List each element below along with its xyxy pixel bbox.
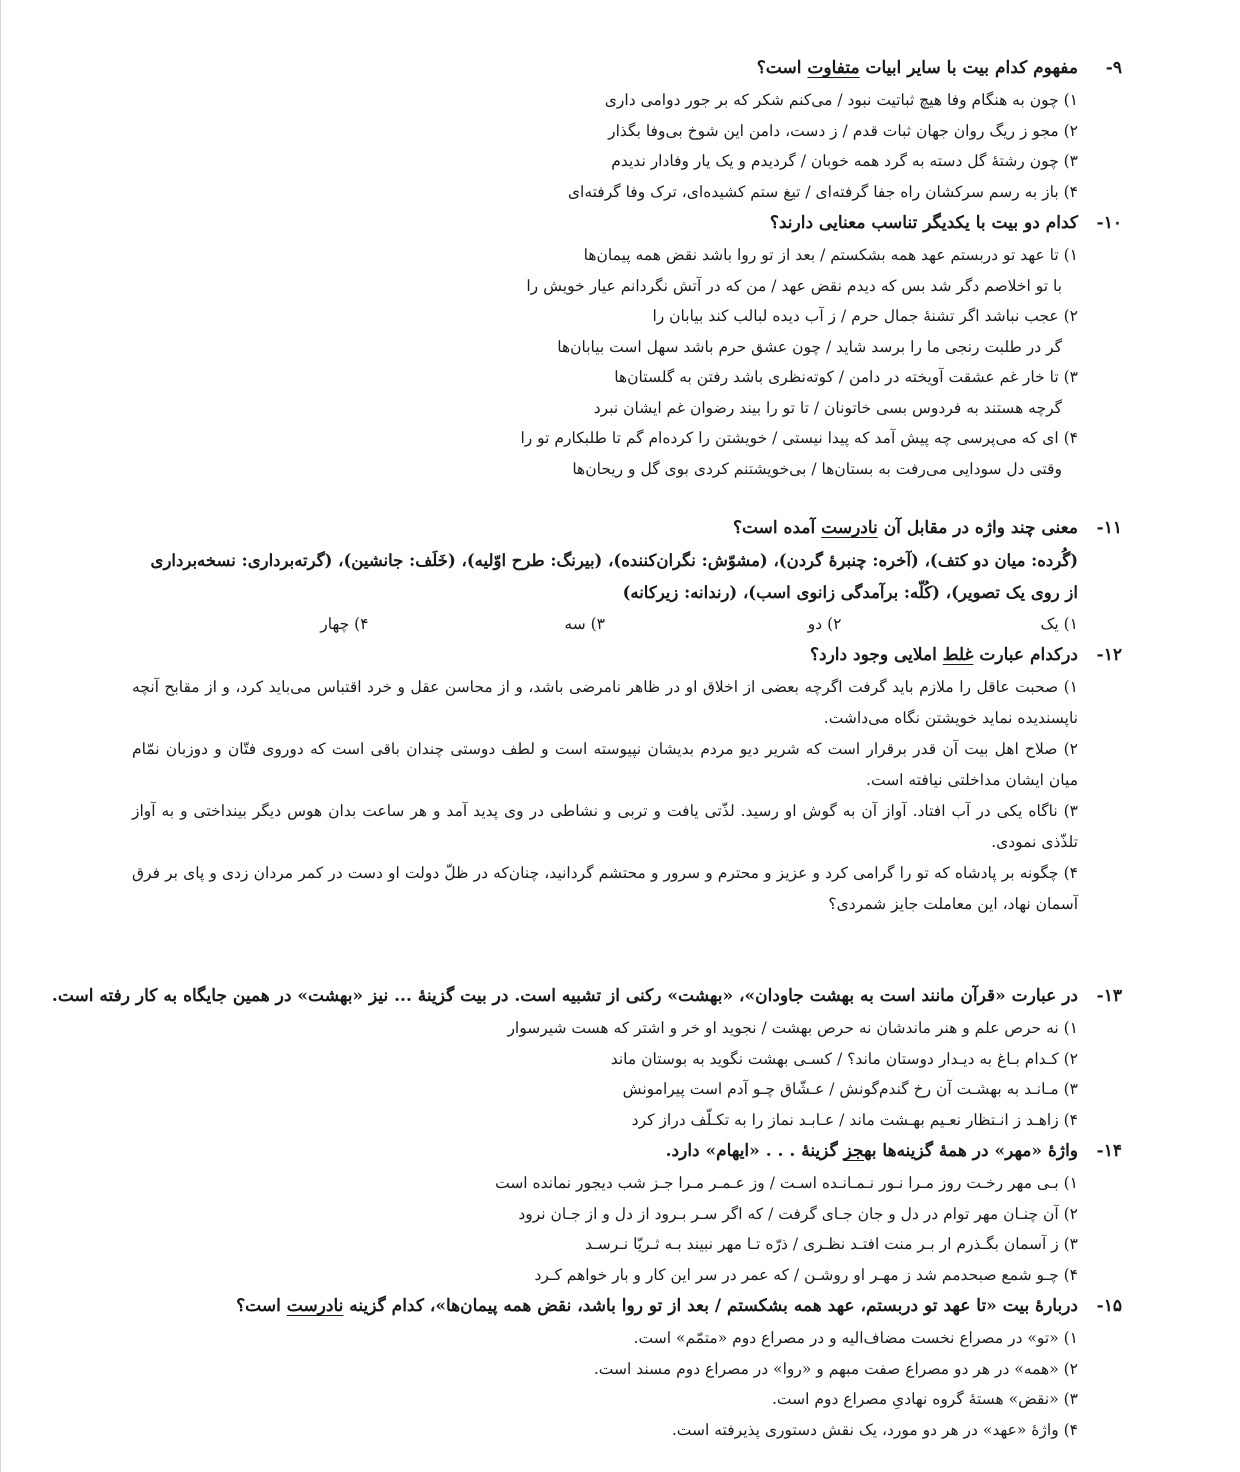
options-list bbox=[132, 1013, 1122, 1135]
option-1: ۱) صحبت عاقل را ملازم باید گرفت اگرچه بعضی از اخلاق او در ظاهر نامرضی باشد، و از محاسن عقل و خرد اقتباس می‌باید کرد، و از مقابح آنچه ناپسندیده نماید خویشتن نگاه می‌داشت. bbox=[132, 678, 1078, 727]
question-15-header bbox=[132, 1290, 1122, 1323]
option-4: ۴) باز به رسم سرکشان راه جفا گرفته‌ای / تیغ ستم کشیده‌ای، ترک وفا گرفته‌ای bbox=[567, 182, 1078, 201]
word-list-line-1: (گُرده: میان دو کتف)، (آخره: چنبرهٔ گردن)، (مشوّش: نگران‌کننده)، (بیرنگ: طرح اوّلیه)، (خَلَف: جانشین)، (گرته‌برداری: نسخه‌برداری bbox=[150, 551, 1078, 570]
question-text bbox=[733, 512, 1078, 545]
options-list bbox=[132, 85, 1122, 207]
question-number: ۱۴- bbox=[1096, 1141, 1122, 1161]
question-text-part: املایی وجود دارد؟ bbox=[809, 645, 943, 665]
option-4: ۴) چهار bbox=[320, 615, 369, 633]
option-2-line-1: ۲) عجب نباشد اگر تشنهٔ جمال حرم / ز آب دیده لبالب کند بیابان را bbox=[652, 307, 1078, 325]
option-1: ۱) یک bbox=[1040, 615, 1078, 633]
word-list-line-2: از روی یک تصویر)، (کُلّه: برآمدگی زانوی اسب)، (رندانه: زیرکانه) bbox=[622, 583, 1078, 602]
options-list bbox=[132, 1168, 1122, 1290]
spacer bbox=[132, 484, 1122, 512]
option-2: ۲) صلاح اهل بیت آن قدر برقرار است که شریر دیو مردم بدیشان نپیوسته است و لطف دوستی چندان باقی است که دوروی فتّان و دوزبان نمّام میان ایشان مداخلتی نیافته است. bbox=[132, 740, 1078, 789]
question-number: ۱۲- bbox=[1096, 645, 1122, 665]
question-13 bbox=[51, 980, 1122, 1135]
option-2: ۲) مجو ز ریگ روان جهان ثبات قدم / ز دست، دامن این شوخ بی‌وفا بگذار bbox=[608, 121, 1078, 140]
question-text-part: دربارهٔ بیت «تا عهد تو دربستم، عهد همه بشکستم / بعد از تو روا باشد، نقض همه پیمان‌ها»، کدام گزینه bbox=[343, 1296, 1078, 1316]
question-text: در عبارت «قرآن مانند است به بهشت جاودان»، «بهشت» رکنی از تشبیه است. در بیت گزینهٔ ... نیز «بهشت» در همین جایگاه به کار رفته است. bbox=[51, 986, 1078, 1006]
questions-column bbox=[51, 52, 1122, 1445]
question-10-header bbox=[132, 207, 1122, 240]
question-9 bbox=[132, 52, 1122, 207]
option-3: ۳) سه bbox=[564, 615, 605, 633]
question-number: ۹- bbox=[1105, 58, 1122, 78]
question-text-part: مفهوم کدام بیت با سایر ابیات bbox=[859, 58, 1078, 78]
question-text-part: است؟ bbox=[236, 1296, 287, 1316]
option-2: ۲) دو bbox=[807, 615, 842, 633]
question-text-part: معنی چند واژه در مقابل آن bbox=[877, 518, 1078, 538]
question-11-header bbox=[132, 512, 1122, 545]
option-3-line-1: ۳) تا خار غم عشقت آویخته در دامن / کوته‌نظری باشد رفتن به گلستان‌ها bbox=[614, 368, 1078, 386]
option-2: ۲) کـدام بـاغ به دیـدار دوستان ماند؟ / کسـی بهشت نگوید به بوستان ماند bbox=[610, 1049, 1078, 1068]
question-text-part: درکدام عبارت bbox=[973, 645, 1078, 665]
option-2-line-2: گر در طلبت رنجی ما را برسد شاید / چون عشق حرم باشد سهل است بیابان‌ها bbox=[557, 337, 1062, 356]
option-4-line-1: ۴) ای که می‌پرسی چه پیش آمد که پیدا نیستی / خویشتن را کرده‌ام گم تا طلبکارم تو را bbox=[520, 429, 1078, 447]
question-number: ۱۰- bbox=[1096, 213, 1122, 233]
underlined-keyword: نادرست bbox=[286, 1296, 344, 1316]
question-text bbox=[810, 639, 1078, 672]
option-3: ۳) مـانـد به بهشـت آن رخ گندم‌گونش / عـشّاق چـو آدم است پیرامونش bbox=[622, 1080, 1078, 1098]
question-11 bbox=[132, 512, 1122, 639]
question-text bbox=[757, 52, 1078, 85]
option-1-line-1: ۱) تا عهد تو دربستم عهد همه بشکستم / بعد از تو روا باشد نقض همه پیمان‌ها bbox=[583, 246, 1078, 264]
underlined-keyword: غلط bbox=[942, 645, 974, 665]
question-number: ۱۵- bbox=[1096, 1296, 1122, 1316]
question-14-header bbox=[132, 1135, 1122, 1168]
option-1: ۱) بـی مهر رخـت روز مـرا نـور نـمـانـده اسـت / وز عـمـر مـرا جـز شب دیجور نمانده است bbox=[495, 1174, 1078, 1192]
options-list bbox=[132, 1323, 1122, 1445]
question-text-part: است؟ bbox=[756, 58, 808, 78]
option-3-line-2: گرچه هستند به فردوس بسی خاتونان / تا تو را بیند رضوان غم ایشان نبرد bbox=[593, 398, 1062, 417]
question-12 bbox=[132, 639, 1122, 920]
spacer bbox=[132, 920, 1122, 980]
question-text-part: واژهٔ «مهر» در همهٔ گزینه‌ها به bbox=[863, 1141, 1078, 1161]
question-text-part: گزینهٔ . . . «ایهام» دارد. bbox=[665, 1141, 844, 1161]
option-1-line-2: با تو اخلاصم دگر شد بس که دیدم نقض عهد / من که در آتش نگردانم عیار خویش را bbox=[526, 276, 1062, 295]
question-text: کدام دو بیت با یکدیگر تناسب معنایی دارند؟ bbox=[769, 213, 1078, 233]
option-1: ۱) چون به هنگام وفا هیچ ثباتیت نبود / می‌کنم شکر که بر جور دوامی داری bbox=[604, 91, 1078, 109]
option-3: ۳) ز آسمان بگـذرم ار بـر منت افتـد نظـری / ذرّه تـا مهر نبیند بـه ثـریّا نـرسـد bbox=[585, 1235, 1078, 1253]
option-2: ۲) «همه» در هر دو مصراع صفت مبهم و «روا» در مصراع دوم مسند است. bbox=[593, 1359, 1078, 1378]
question-text-part: آمده است؟ bbox=[732, 518, 822, 538]
question-13-header bbox=[51, 980, 1122, 1013]
options-list bbox=[132, 240, 1122, 484]
option-3: ۳) چون رشتهٔ گل دسته به گرد همه خوبان / گردیدم و یک یار وفادار ندیدم bbox=[611, 152, 1078, 170]
option-3: ۳) ناگاه یکی در آب افتاد. آواز آن به گوش او رسید. لذّتی یافت و تربی و نشاطی در وی پدید آمد و هر ساعت بدان هوس دیگر بینداختی و به آواز تلذّذی نمودی. bbox=[132, 802, 1078, 851]
option-4-line-2: وقتی دل سودایی می‌رفت به بستان‌ها / بی‌خویشتنم کردی بوی گل و ریحان‌ها bbox=[572, 459, 1062, 478]
options-row bbox=[132, 609, 1122, 639]
option-1: ۱) «تو» در مصراع نخست مضاف‌الیه و در مصراع دوم «متمّم» است. bbox=[633, 1329, 1078, 1347]
option-2: ۲) آن چنـان مهر توام در دل و جان جـای گرفت / که اگر سـر بـرود از دل و از جـان نرود bbox=[518, 1204, 1078, 1223]
question-number: ۱۳- bbox=[1096, 986, 1122, 1006]
option-1: ۱) نه حرص علم و هنر ماندشان نه حرص بهشت / نجوید او خر و اشتر که هست شیرسوار bbox=[507, 1019, 1078, 1037]
question-14 bbox=[132, 1135, 1122, 1290]
underlined-keyword: متفاوت bbox=[807, 58, 860, 78]
option-4: ۴) چگونه بر پادشاه که تو را گرامی کرد و عزیز و محترم و سرور و محتشم گردانید، چنان‌که در ظلّ دولت او دست در کمر مردان زدی و پای بر فرق آسمان نهاد، این معاملت جایز شمردی؟ bbox=[132, 864, 1078, 913]
option-4: ۴) زاهـد ز انـتظار نعـیم بهـشت ماند / عـابـد نماز را به تکـلّف دراز کرد bbox=[631, 1110, 1078, 1129]
underlined-keyword: نادرست bbox=[821, 518, 878, 538]
question-12-header bbox=[132, 639, 1122, 672]
question-10 bbox=[132, 207, 1122, 484]
question-9-header bbox=[132, 52, 1122, 85]
option-4: ۴) چـو شمع صبحدمم شد ز مهـر او روشـن / که عمر در سر این کار و بار خواهم کـرد bbox=[534, 1265, 1078, 1284]
question-text bbox=[236, 1290, 1078, 1323]
question-number: ۱۱- bbox=[1096, 518, 1122, 538]
question-text bbox=[666, 1135, 1078, 1168]
underlined-keyword: جز bbox=[843, 1141, 864, 1161]
option-4: ۴) واژهٔ «عهد» در هر دو مورد، یک نقش دستوری پذیرفته است. bbox=[671, 1420, 1078, 1439]
question-15 bbox=[132, 1290, 1122, 1445]
option-3: ۳) «نقض» هستهٔ گروه نهادیِ مصراع دوم است. bbox=[772, 1390, 1078, 1408]
